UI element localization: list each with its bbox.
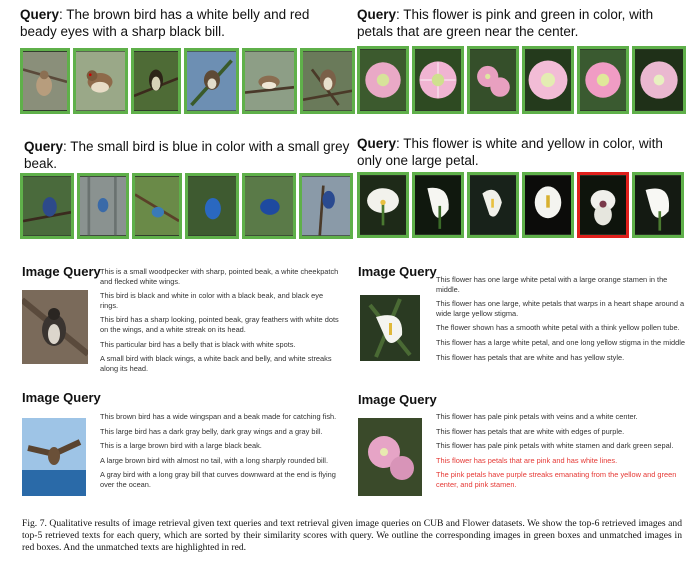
text-query-2	[357, 6, 677, 40]
image-query-3	[22, 418, 86, 496]
retrieved-image	[522, 46, 574, 114]
query-label: Query	[24, 139, 64, 154]
retrieved-image	[73, 48, 128, 114]
caption-item: A large brown bird with almost no tail, with a long sharply rounded bill.	[100, 455, 328, 465]
caption-item: This is a small woodpecker with sharp, pointed beak, a white cheekpatch and flecked white wings.	[100, 267, 339, 286]
retrieved-image	[242, 173, 296, 239]
text-query-4	[357, 135, 677, 169]
retrieved-image-unmatched	[577, 172, 629, 238]
retrieved-image	[357, 46, 409, 114]
caption-item: The flower shown has a smooth white petal with a think yellow pollen tube.	[436, 323, 680, 333]
retrieved-captions-3	[100, 412, 340, 495]
retrieved-image	[412, 172, 464, 238]
image-query-4	[358, 418, 422, 496]
text-query-1	[20, 6, 340, 40]
retrieved-image	[132, 173, 182, 239]
caption-item: This flower has one large white petal with a large orange stamen in the middle.	[436, 275, 668, 294]
caption-item-unmatched: This flower has petals that are pink and has white lines.	[436, 455, 618, 465]
caption-item: This large bird has a dark gray belly, dark gray wings and a gray bill.	[100, 426, 323, 436]
retrieved-image	[184, 48, 239, 114]
caption-item: This flower has petals that are white and has yellow style.	[436, 352, 625, 362]
text-query-3	[24, 138, 354, 172]
caption-item: A small bird with black wings, a white back and belly, and white streaks along its head.	[100, 354, 332, 373]
retrieved-image	[185, 173, 239, 239]
query-text: : This flower is white and yellow in color, with only one large petal.	[357, 136, 663, 168]
image-query-2	[360, 295, 420, 361]
caption-item: This flower has a large white petal, and one long yellow stigma in the middle	[436, 337, 685, 347]
retrieved-captions-1	[100, 267, 340, 378]
image-query-title-1: Image Query	[22, 264, 101, 279]
caption-item: This particular bird has a belly that is black with white spots.	[100, 339, 296, 349]
retrieved-images-2	[357, 46, 686, 114]
caption-item: This flower has petals that are white with edges of purple.	[436, 426, 625, 436]
query-text: : The brown bird has a white belly and red beady eyes with a sharp black bill.	[20, 7, 310, 39]
retrieved-images-1	[20, 48, 355, 114]
image-query-title-2: Image Query	[358, 264, 437, 279]
caption-item: This bird is black and white in color with a black beak, and black eye rings.	[100, 291, 324, 310]
query-text: : This flower is pink and green in color, with petals that are green near the center.	[357, 7, 654, 39]
retrieved-image	[467, 172, 519, 238]
retrieved-image	[577, 46, 629, 114]
retrieved-image	[467, 46, 519, 114]
query-label: Query	[357, 7, 397, 22]
retrieved-image	[20, 48, 70, 114]
image-query-1	[22, 290, 88, 364]
caption-item: This flower has pale pink petals with white stamen and dark green sepal.	[436, 441, 674, 451]
retrieved-image	[242, 48, 297, 114]
caption-item: This flower has pale pink petals with veins and a white center.	[436, 412, 638, 421]
retrieved-image	[131, 48, 181, 114]
caption-item: This brown bird has a wide wingspan and a beak made for catching fish.	[100, 412, 337, 421]
query-label: Query	[357, 136, 397, 151]
retrieved-image	[300, 48, 355, 114]
retrieved-images-4	[357, 172, 684, 238]
image-query-title-3: Image Query	[22, 390, 101, 405]
caption-item: A gray bird with a long gray bill that curves downward at the end is flying over the ocean.	[100, 470, 336, 489]
caption-item: This bird has a sharp looking, pointed beak, gray feathers with white dots on the wings, and a white streak on its head.	[100, 315, 339, 334]
caption-item: This flower has one large, white petals that warps in a heart shape around a wide large yellow stigma.	[436, 299, 685, 318]
retrieved-images-3	[20, 173, 353, 239]
figure-caption: Fig. 7. Qualitative results of image retrieval given text queries and text retrieval given image queries on CUB and Flower datasets. We show the top-6 retrieved images and top-5 retrieved texts for each query, which are sorted by their similarity scores with query. We outline the corresponding images in green boxes and unmatched images in red boxes. And the unmatched texts are highlighted in red.	[22, 518, 682, 553]
caption-item: This is a large brown bird with a large black beak.	[100, 441, 262, 451]
retrieved-image	[299, 173, 353, 239]
retrieved-image	[20, 173, 74, 239]
retrieved-image	[77, 173, 129, 239]
retrieved-image	[357, 172, 409, 238]
retrieved-image	[632, 46, 686, 114]
retrieved-captions-2	[436, 275, 686, 367]
retrieved-image	[522, 172, 574, 238]
image-query-title-4: Image Query	[358, 392, 437, 407]
query-text: : The small bird is blue in color with a small grey beak.	[24, 139, 350, 171]
retrieved-captions-4	[436, 412, 686, 495]
retrieved-image	[412, 46, 464, 114]
query-label: Query	[20, 7, 60, 22]
retrieved-image	[632, 172, 684, 238]
caption-item-unmatched: The pink petals have purple streaks emanating from the yellow and green center, and pink stamen.	[436, 470, 677, 489]
